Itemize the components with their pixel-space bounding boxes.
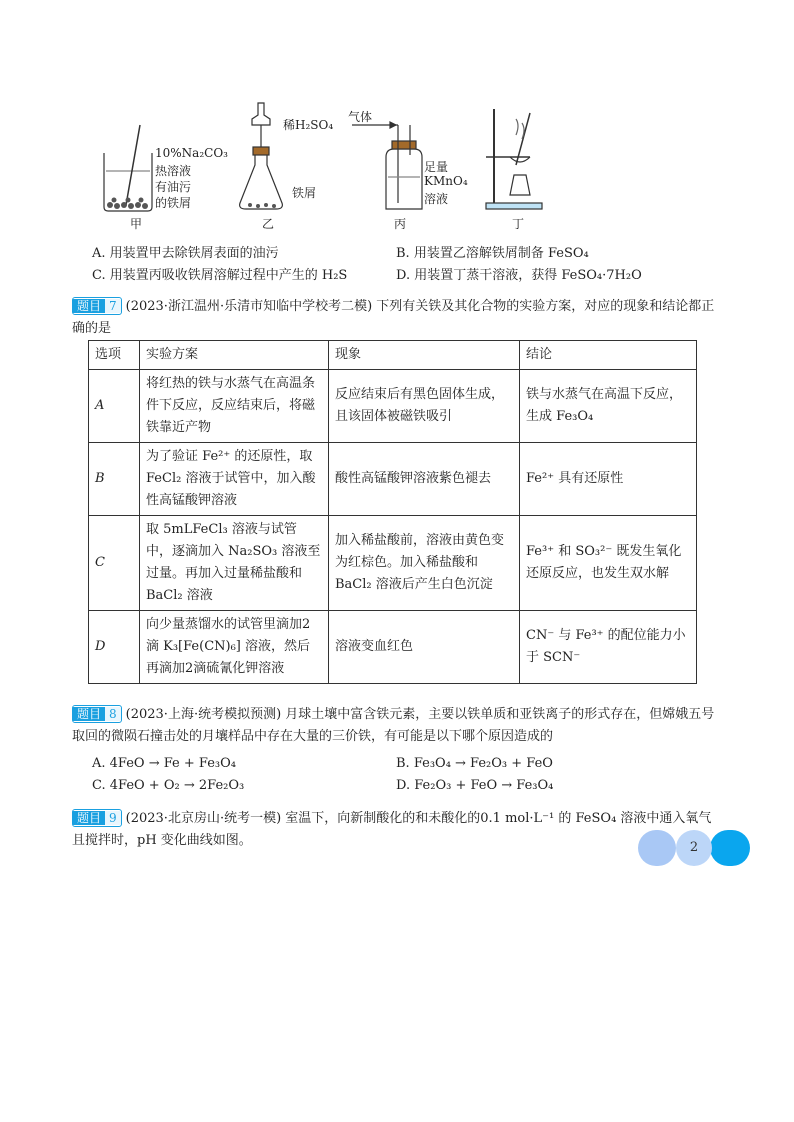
page-decor-circle [638, 830, 676, 866]
caption-yi: 乙 [262, 217, 275, 231]
question-badge: 题目 7 [72, 297, 122, 315]
table-header: 实验方案 [140, 341, 329, 370]
caption-bing: 丙 [394, 217, 407, 231]
q6-option-a: A. 用装置甲去除铁屑表面的油污 [92, 246, 279, 261]
question-7 [72, 296, 722, 340]
q8-option-d: D. Fe₂O₃ + FeO → Fe₃O₄ [396, 778, 554, 793]
question-badge: 题目 8 [72, 705, 122, 723]
question-9-text: (2023·北京房山·统考一模) 室温下，向新制酸化的和未酸化的0.1 mol·L⁻¹ 的 FeSO₄ 溶液中通入氧气且搅拌时，pH 变化曲线如图。 [72, 811, 712, 848]
label-yi-acid: 稀H₂SO₄ [283, 118, 334, 132]
label-jia-4: 的铁屑 [155, 196, 192, 210]
label-jia-2: 热溶液 [155, 164, 192, 178]
question-8 [72, 704, 722, 748]
bottle-bing [352, 122, 422, 209]
question-badge: 题目 9 [72, 809, 122, 827]
q7-table [88, 340, 697, 684]
table-row: B 为了验证 Fe²⁺ 的还原性，取 FeCl₂ 溶液于试管中，加入酸性高锰酸钾溶液 酸性高锰酸钾溶液紫色褪去 Fe²⁺ 具有还原性 [89, 443, 697, 516]
label-jia-3: 有油污 [155, 180, 192, 194]
table-row: A 将红热的铁与水蒸气在高温条件下反应，反应结束后，将磁铁靠近产物 反应结束后有黑色固体生成，且该固体被磁铁吸引 铁与水蒸气在高温下反应，生成 Fe₃O₄ [89, 370, 697, 443]
caption-jia: 甲 [130, 217, 143, 231]
question-8-text: (2023·上海·统考模拟预测) 月球土壤中富含铁元素，主要以铁单质和亚铁离子的形式存在，但嫦娥五号取回的微陨石撞击处的月壤样品中存在大量的三价铁，有可能是以下哪个原因造成的 [72, 707, 715, 744]
label-yi-iron: 铁屑 [292, 186, 317, 200]
q6-option-b: B. 用装置乙溶解铁屑制备 FeSO₄ [396, 246, 589, 261]
question-7-text: (2023·浙江温州·乐清市知临中学校考二模) 下列有关铁及其化合物的实验方案，对应的现象和结论都正确的是 [72, 299, 715, 336]
caption-ding: 丁 [512, 217, 525, 231]
evaporation-ding [486, 109, 542, 209]
table-header: 结论 [520, 341, 697, 370]
question-9 [72, 808, 722, 852]
table-row: C 取 5mLFeCl₃ 溶液与试管中，逐滴加入 Na₂SO₃ 溶液至过量。再加入过量稀盐酸和 BaCl₂ 溶液 加入稀盐酸前，溶液由黄色变为红棕色。加入稀盐酸和 BaCl₂ 溶液后产生白色沉淀 Fe³⁺ 和 SO₃²⁻ 既发生氧化还原反应，也发生双水解 [89, 516, 697, 611]
q8-option-b: B. Fe₃O₄ → Fe₂O₃ + FeO [396, 756, 553, 771]
q6-option-d: D. 用装置丁蒸干溶液，获得 FeSO₄·7H₂O [396, 268, 642, 283]
page-decor-circle [710, 830, 750, 866]
label-bing-3: 溶液 [424, 192, 449, 206]
label-bing-gas: 气体 [348, 110, 373, 124]
q8-option-c: C. 4FeO + O₂ → 2Fe₂O₃ [92, 778, 245, 793]
label-bing-1: 足量 [424, 160, 449, 174]
table-header: 现象 [329, 341, 520, 370]
page-number: 2 [676, 830, 712, 866]
table-row: D 向少量蒸馏水的试管里滴加2滴 K₃[Fe(CN)₆] 溶液，然后再滴加2滴硫氰化钾溶液 溶液变血红色 CN⁻ 与 Fe³⁺ 的配位能力小于 SCN⁻ [89, 611, 697, 684]
beaker-jia [104, 125, 152, 211]
q8-option-a: A. 4FeO → Fe + Fe₃O₄ [92, 756, 236, 771]
q6-option-c: C. 用装置丙吸收铁屑溶解过程中产生的 H₂S [92, 268, 348, 283]
table-header: 选项 [89, 341, 140, 370]
label-jia-chem: 10%Na₂CO₃ [155, 146, 228, 160]
flask-yi [240, 103, 283, 209]
label-bing-2: KMnO₄ [424, 174, 468, 188]
